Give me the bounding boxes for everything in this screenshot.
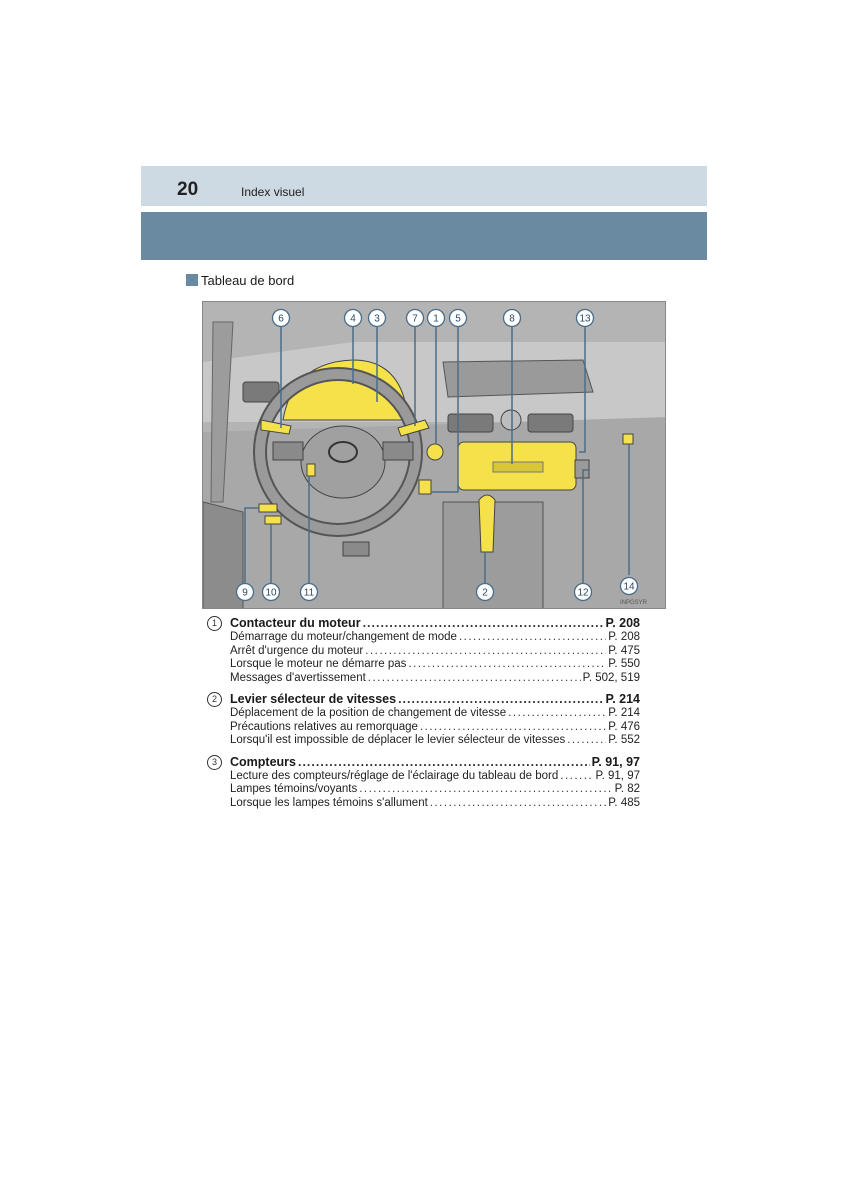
subitem-page-ref[interactable]: P. 485 — [608, 796, 640, 809]
audio-panel-detail — [493, 462, 543, 472]
entry-number-badge: 3 — [207, 755, 222, 770]
hood-release — [259, 504, 277, 512]
callout-11 — [301, 584, 318, 601]
callout-2 — [477, 584, 494, 601]
entry-number-badge: 2 — [207, 692, 222, 707]
entry-subitem — [230, 783, 640, 797]
svg-text:13: 13 — [579, 313, 591, 325]
center-screen — [443, 360, 593, 397]
subitem-label: Précautions relatives au remorquage — [230, 720, 418, 733]
callout-6 — [273, 310, 290, 327]
wheel-right-switches — [383, 442, 413, 460]
callout-12 — [575, 584, 592, 601]
subitem-label: Messages d'avertissement — [230, 671, 366, 684]
entry-title: Compteurs — [230, 754, 296, 769]
subitem-label: Lorsqu'il est impossible de déplacer le levier sélecteur de vitesses — [230, 734, 566, 746]
subitem-label: Lecture des compteurs/réglage de l'éclairage du tableau de bord — [230, 769, 559, 782]
subitem-page-ref[interactable]: P. 214 — [608, 707, 640, 719]
entry-title: Contacteur du moteur — [230, 616, 361, 630]
leader-dots — [420, 721, 606, 735]
leader-dots — [368, 672, 581, 686]
leader-dots — [408, 658, 606, 672]
entry-subitem — [230, 645, 640, 659]
page-header — [141, 166, 707, 206]
page-number: 20 — [177, 179, 199, 200]
callout-13 — [577, 310, 594, 327]
entry-title-row — [230, 754, 640, 770]
svg-text:5: 5 — [455, 313, 461, 325]
callout-3 — [369, 310, 386, 327]
entry-3 — [206, 754, 640, 811]
entry-list — [206, 615, 640, 816]
svg-text:8: 8 — [509, 313, 515, 325]
leader-dots — [508, 707, 606, 721]
entry-subitem — [230, 658, 640, 672]
svg-text:9: 9 — [242, 587, 248, 599]
entry-page-ref[interactable]: P. 208 — [605, 616, 640, 630]
clock — [501, 410, 521, 430]
svg-text:2: 2 — [482, 587, 488, 599]
subitem-page-ref[interactable]: P. 502, 519 — [582, 671, 640, 684]
section-title: Tableau de bord — [201, 272, 295, 288]
entry-subitem — [230, 631, 640, 645]
right-panel-switch — [575, 460, 589, 478]
leader-dots — [560, 770, 593, 784]
svg-text:1: 1 — [433, 313, 439, 325]
subitem-label: Démarrage du moteur/changement de mode — [230, 631, 457, 643]
leader-dots — [298, 754, 590, 770]
callout-1 — [428, 310, 445, 327]
entry-page-ref[interactable]: P. 214 — [605, 692, 640, 706]
subitem-page-ref[interactable]: P. 475 — [608, 644, 640, 657]
subitem-label: Déplacement de la position de changement de vitesse — [230, 707, 507, 719]
leader-dots — [398, 691, 603, 707]
entry-subitem — [230, 721, 640, 735]
entry-subitem — [230, 734, 640, 748]
svg-text:12: 12 — [577, 587, 589, 599]
section-banner — [141, 212, 707, 260]
svg-text:11: 11 — [303, 587, 315, 599]
callout-9 — [237, 584, 254, 601]
subitem-page-ref[interactable]: P. 552 — [608, 734, 640, 746]
subitem-label: Lampes témoins/voyants — [230, 783, 358, 795]
entry-title: Levier sélecteur de vitesses — [230, 692, 397, 706]
svg-text:4: 4 — [350, 313, 356, 325]
leader-dots — [567, 734, 606, 748]
section-heading — [186, 272, 294, 288]
leader-dots — [459, 631, 606, 645]
entry-page-ref[interactable]: P. 91, 97 — [591, 754, 640, 769]
entry-subitem — [230, 672, 640, 686]
callout-5 — [450, 310, 467, 327]
svg-text:10: 10 — [265, 587, 277, 599]
callout-8 — [504, 310, 521, 327]
subitem-label: Lorsque les lampes témoins s'allument — [230, 796, 428, 809]
entry-2 — [206, 691, 640, 748]
header-title: Index visuel — [241, 185, 305, 199]
entry-subitem — [230, 797, 640, 811]
engine-switch — [427, 444, 443, 460]
subitem-page-ref[interactable]: P. 550 — [608, 658, 640, 670]
leader-dots — [363, 615, 604, 631]
entry-subitem — [230, 707, 640, 721]
fuel-door-opener — [265, 516, 281, 524]
leader-dots — [430, 797, 606, 811]
wheel-left-switches — [273, 442, 303, 460]
pedal — [343, 542, 369, 556]
subitem-page-ref[interactable]: P. 476 — [608, 720, 640, 733]
subitem-label: Lorsque le moteur ne démarre pas — [230, 658, 407, 670]
callout-14 — [621, 578, 638, 595]
callout-7 — [407, 310, 424, 327]
leader-dots — [365, 645, 606, 659]
section-square-icon — [186, 274, 198, 286]
dashboard-drawing — [203, 302, 666, 609]
subitem-page-ref[interactable]: P. 91, 97 — [595, 769, 640, 782]
entry-title-row — [230, 691, 640, 707]
subitem-page-ref[interactable]: P. 82 — [614, 783, 640, 795]
callout-10 — [263, 584, 280, 601]
center-vent-left — [448, 414, 493, 432]
entry-title-row — [230, 615, 640, 631]
svg-text:3: 3 — [374, 313, 380, 325]
svg-text:6: 6 — [278, 313, 284, 325]
lower-switch — [419, 480, 431, 494]
entry-subitem — [230, 770, 640, 784]
leader-dots — [359, 783, 612, 797]
glove-box-switch — [623, 434, 633, 444]
figure-code: INPGSYR — [619, 600, 647, 606]
dashboard-illustration — [202, 301, 666, 609]
subitem-page-ref[interactable]: P. 208 — [608, 631, 640, 643]
callout-4 — [345, 310, 362, 327]
svg-text:7: 7 — [412, 313, 418, 325]
entry-1 — [206, 615, 640, 685]
center-vent-right — [528, 414, 573, 432]
shift-lever — [479, 495, 495, 552]
subitem-label: Arrêt d'urgence du moteur — [230, 644, 364, 657]
svg-text:14: 14 — [623, 581, 635, 593]
tilt-lever — [307, 464, 315, 476]
entry-number-badge: 1 — [207, 616, 222, 631]
